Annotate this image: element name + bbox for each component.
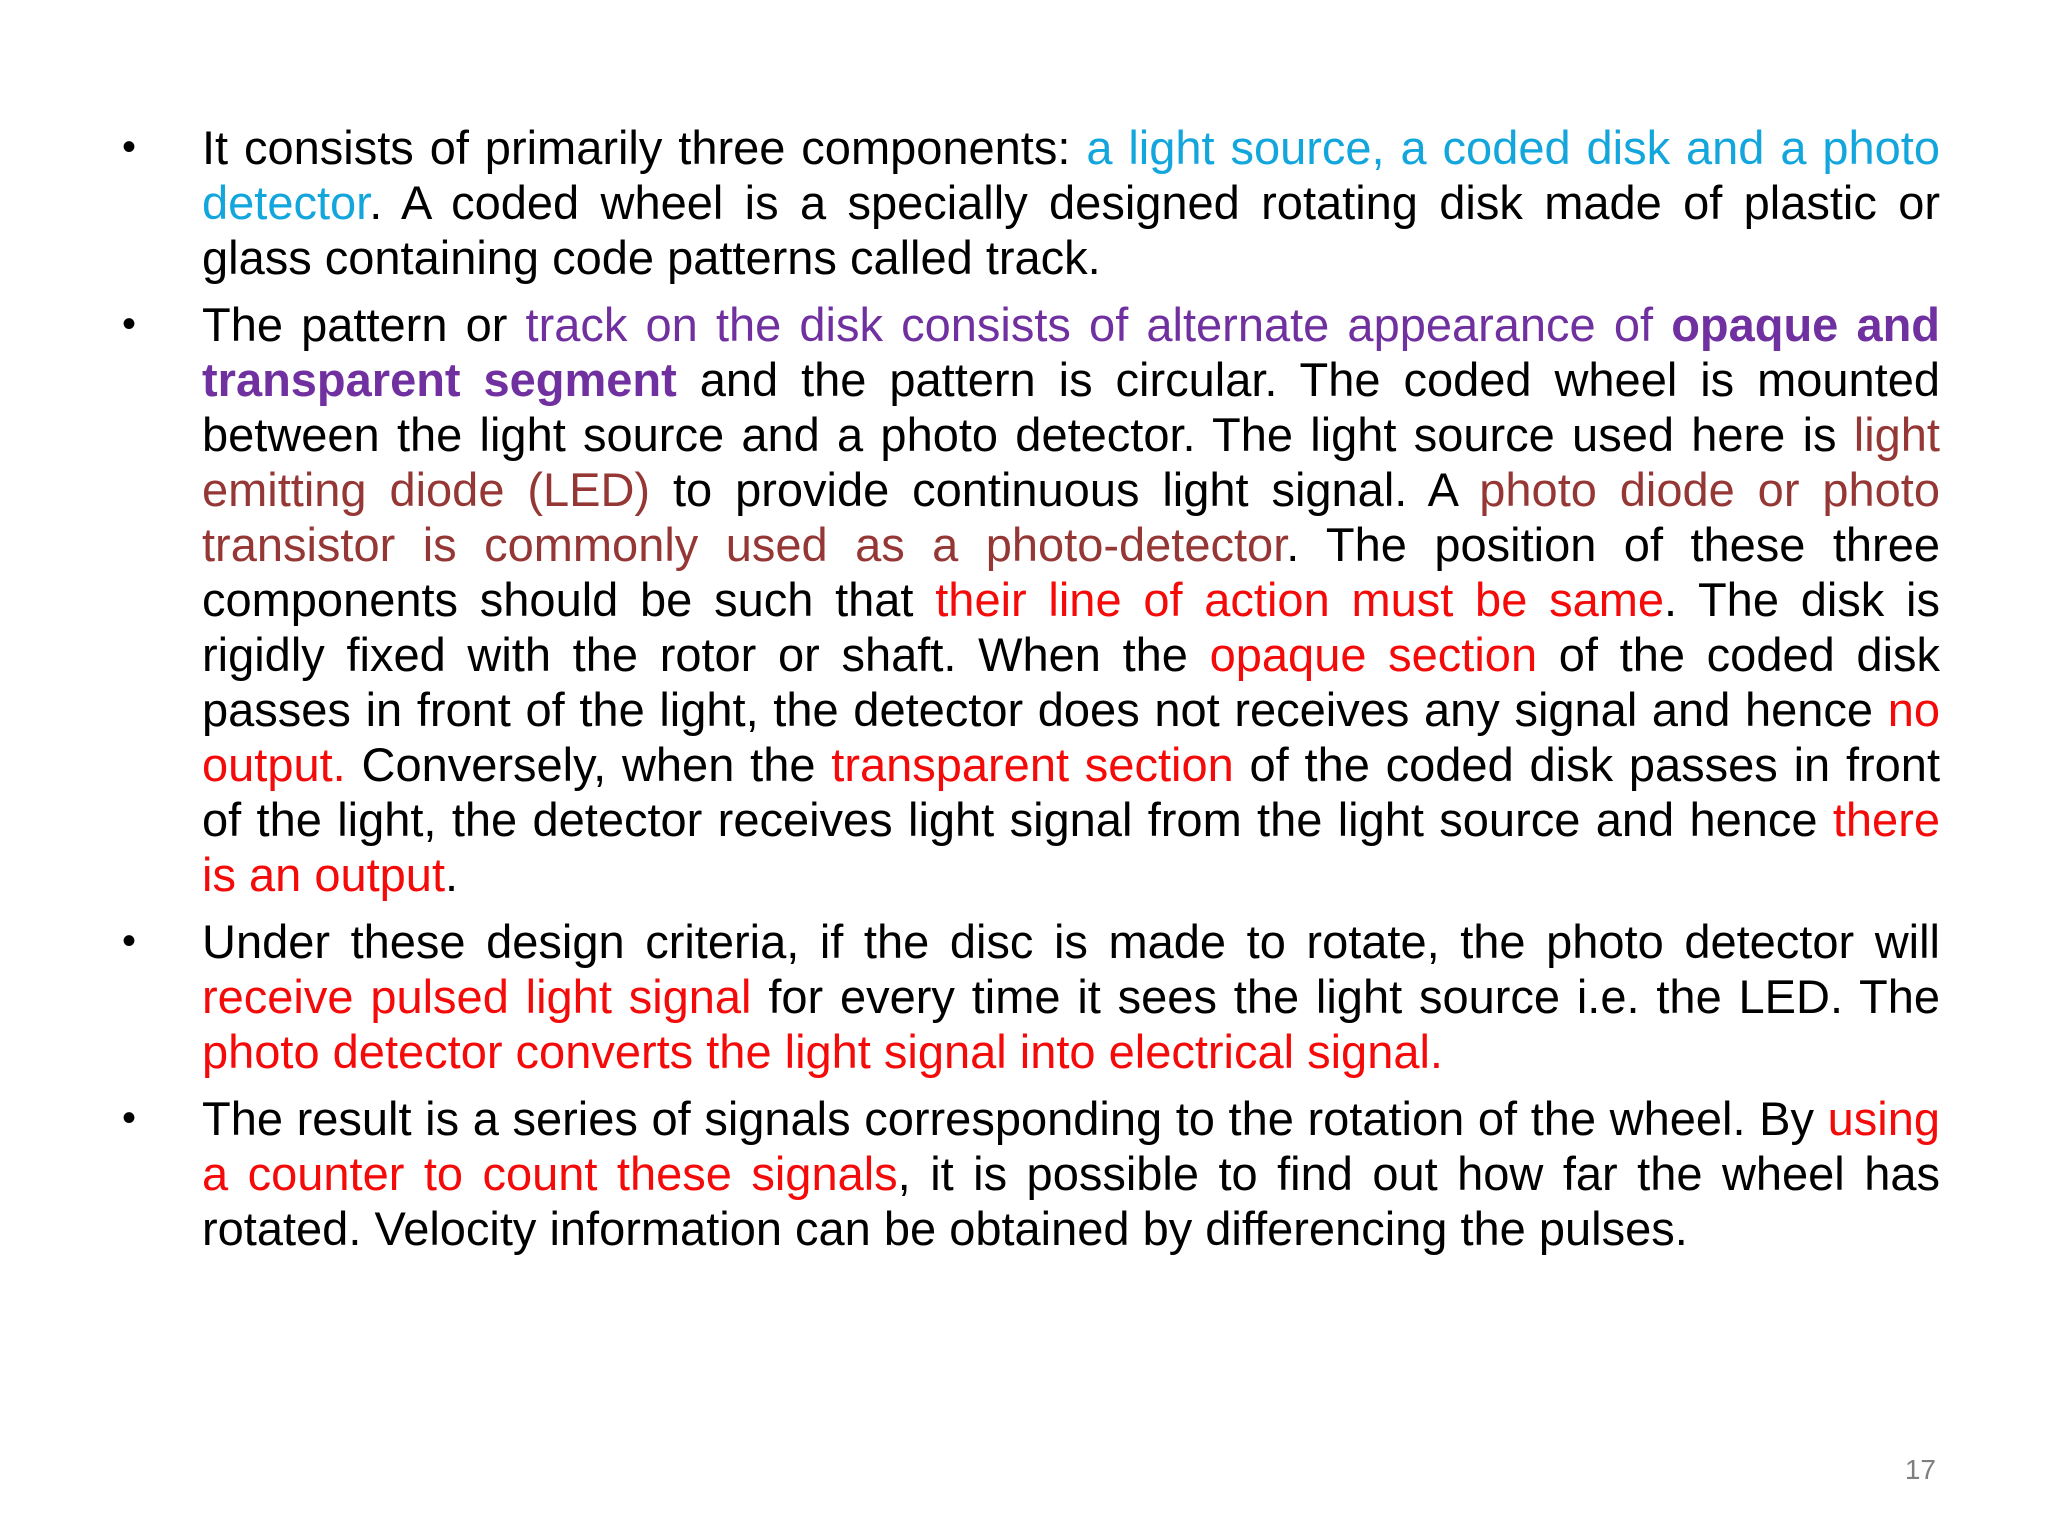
highlight-text: no output. [202,683,1940,791]
text-run: . [445,848,459,901]
bullet-list [120,120,1940,1268]
text-run: to provide continuous light signal. A [650,463,1480,516]
bullet-dot-icon: • [122,919,137,963]
text-run: It consists of primarily three components: [202,121,1087,174]
bullet-dot-icon: • [122,1096,137,1140]
highlight-text: their line of action must be same [935,573,1665,626]
highlight-text: light emitting diode (LED) [202,408,1940,516]
highlight-text: a light source, a coded disk and a photo detector [202,121,1940,229]
text-run: Conversely, when the [345,738,832,791]
highlight-text: receive pulsed light signal [202,970,752,1023]
bullet-item [120,297,1940,902]
page-number: 17 [1904,1454,1936,1485]
text-run: , it is possible to find out how far the wheel has rotated. Velocity information can be obtained by differencing the pulses. [202,1147,1940,1255]
text-run: . The disk is rigidly fixed with the rotor or shaft. When the [202,573,1940,681]
bullet-dot-icon: • [122,125,137,169]
bullet-dot-icon: • [122,302,137,346]
highlight-text: photo diode or photo transistor is commonly used as a photo-detector [202,463,1940,571]
highlight-text-bold: opaque and transparent segment [202,298,1941,406]
highlight-text: photo detector converts the light signal into electrical signal. [202,1025,1443,1078]
text-run: The result is a series of signals corresponding to the rotation of the wheel. By [202,1092,1828,1145]
bullet-item [120,1091,1940,1256]
bullet-item [120,120,1940,285]
text-run: The pattern or [202,298,526,351]
text-run: . A coded wheel is a specially designed rotating disk made of plastic or glass containing code patterns called track. [202,176,1940,284]
highlight-text: there is an output [202,793,1940,901]
text-run: for every time it sees the light source i.e. the LED. The [751,970,1940,1023]
text-run: and the pattern is circular. The coded wheel is mounted between the light source and a photo detector. The light source used here is [202,353,1941,461]
highlight-text: track on the disk consists of alternate appearance of [525,298,1672,351]
highlight-text: opaque section [1209,628,1538,681]
text-run: of the coded disk passes in front of the light, the detector receives light signal from the light source and hence [202,738,1940,846]
highlight-text: using a counter to count these signals [202,1092,1940,1200]
text-run: Under these design criteria, if the disc is made to rotate, the photo detector will [202,915,1940,968]
text-run: of the coded disk passes in front of the light, the detector does not receives any signal and hence [202,628,1941,736]
highlight-text: transparent section [831,738,1234,791]
text-run: . The position of these three components should be such that [202,518,1940,626]
bullet-item [120,914,1940,1079]
